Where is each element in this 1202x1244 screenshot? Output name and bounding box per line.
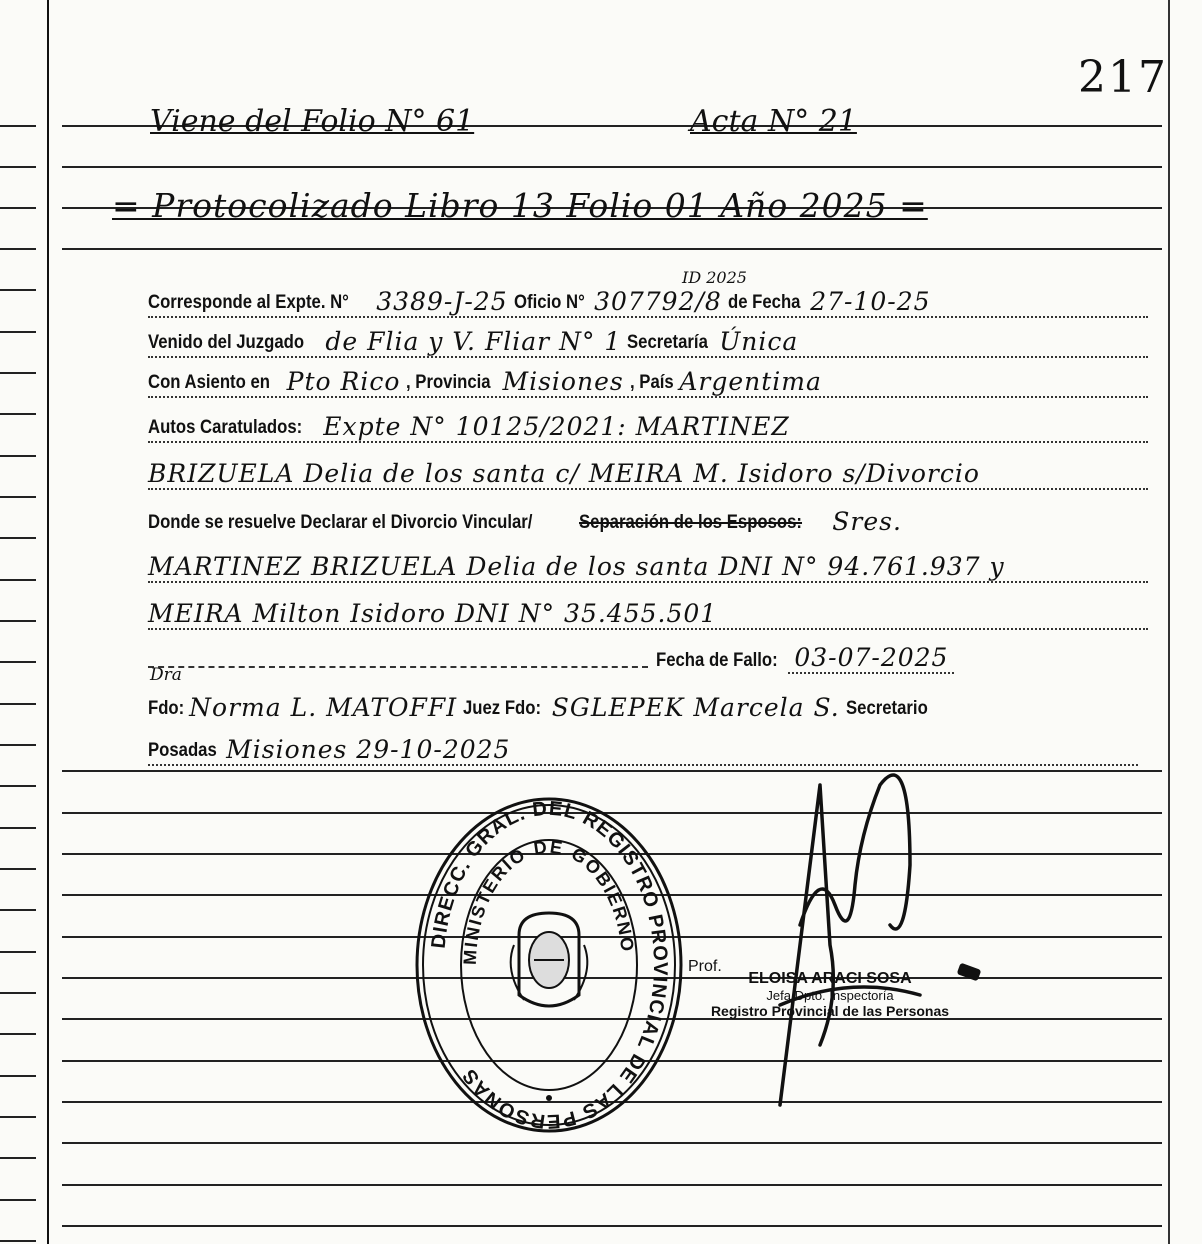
official-seal [414, 795, 684, 1135]
provincia-value: Misiones [502, 367, 624, 396]
oficio-value: 307792/8 [594, 287, 722, 316]
secretario-value: SGLEPEK Marcela S. [551, 693, 840, 722]
handwritten-signature [760, 745, 940, 1125]
separacion-struck: Separación de los Esposos: [578, 512, 802, 533]
viene-del-folio: Viene del Folio N° 61 [150, 104, 475, 139]
row-asiento [148, 360, 1148, 398]
corresponde-label: Corresponde al Expte. N° [148, 292, 349, 313]
row-autos-cont [148, 452, 1148, 490]
autos-value-1: Expte N° 10125/2021: MARTINEZ [323, 412, 790, 441]
folio-number: 217 [1078, 52, 1168, 103]
row-autos [148, 405, 1148, 443]
seal-inner-text: MINISTERIO DE GOBIERNO [459, 836, 638, 966]
signatory-institution: Registro Provincial de las Personas [710, 1003, 950, 1019]
juzgado-value: de Flia y V. Fliar N° 1 [325, 327, 622, 356]
esposo-1: MARTINEZ BRIZUELA Delia de los santa DNI N° 94.761.937 y [148, 552, 1005, 581]
acta-number: Acta N° 21 [690, 104, 857, 139]
margin-rule [47, 0, 49, 1244]
signatory-prefix: Prof. [688, 958, 722, 975]
row-firmas [148, 686, 1148, 722]
expte-value: 3389-J-25 [376, 287, 508, 316]
row-fallo [148, 638, 1148, 674]
row-donde [148, 500, 1148, 536]
autos-label: Autos Caratulados: [148, 417, 303, 438]
pais-value: Argentima [679, 367, 822, 396]
signatory-title: Jefa Dpto. Inspectoría [766, 988, 894, 1003]
posadas-value: Misiones 29-10-2025 [226, 735, 511, 764]
row-corresponde [148, 280, 1148, 318]
fdo-label: Fdo: [148, 698, 185, 719]
fecha-label: de Fecha [727, 292, 801, 313]
dra-annotation: Dra [150, 665, 182, 685]
oficio-annotation: ID 2025 [682, 268, 747, 287]
venido-label: Venido del Juzgado [148, 332, 305, 353]
posadas-label: Posadas [148, 740, 217, 761]
juez-value: Norma L. MATOFFI [189, 693, 458, 722]
row-esposo-1 [148, 545, 1148, 583]
fecha-value: 27-10-25 [810, 287, 931, 316]
pais-label: , País [629, 372, 674, 393]
asiento-label: Con Asiento en [148, 372, 271, 393]
fecha-fallo-label: Fecha de Fallo: [656, 650, 778, 671]
provincia-label: , Provincia [406, 372, 491, 393]
right-edge-rule [1168, 0, 1170, 1244]
oficio-label: Oficio N° [513, 292, 585, 313]
row-posadas [148, 728, 1138, 766]
signatory-stamp [690, 970, 970, 1019]
fecha-fallo-value: 03-07-2025 [788, 643, 954, 674]
secretaria-value: Única [719, 327, 799, 356]
protocolizado-line: = Protocolizado Libro 13 Folio 01 Año 2025 = [112, 186, 928, 225]
secretario-label: Secretario [845, 698, 928, 719]
sres-value: Sres. [832, 507, 902, 536]
row-venido [148, 320, 1148, 358]
seal-outer-text: DIRECC. GRAL. DEL REGISTRO PROVINCIAL DE LAS PERSONAS [427, 797, 672, 1133]
asiento-value: Pto Rico [286, 367, 401, 396]
juez-label: Juez Fdo: [463, 698, 542, 719]
autos-value-2: BRIZUELA Delia de los santa c/ MEIRA M. Isidoro s/Divorcio [148, 459, 980, 488]
esposo-2: MEIRA Milton Isidoro DNI N° 35.455.501 [148, 599, 718, 628]
secretaria-label: Secretaría [627, 332, 709, 353]
signatory-name: ELOISA ARACI SOSA [748, 970, 912, 987]
row-esposo-2 [148, 592, 1148, 630]
donde-label: Donde se resuelve Declarar el Divorcio Vincular/ [148, 512, 533, 533]
coat-of-arms-emblem [511, 913, 588, 1006]
